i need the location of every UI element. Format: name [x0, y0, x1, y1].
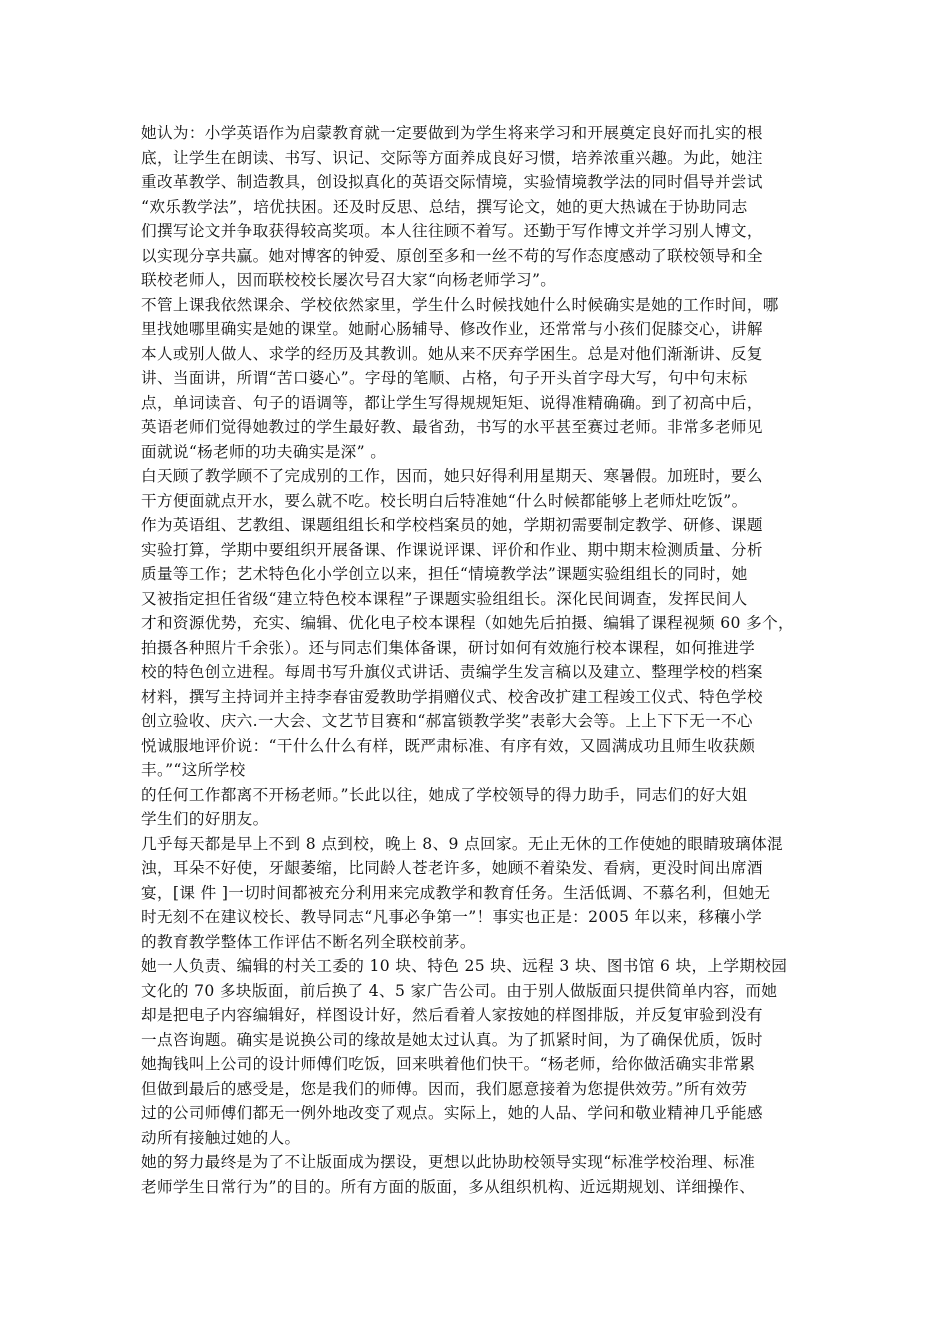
text-line: 不管上课我依然课余、学校依然家里，学生什么时候找她什么时候确实是她的工作时间，哪: [141, 295, 779, 314]
text-line: 她的努力最终是为了不让版面成为摆设，更想以此协助校领导实现“标准学校治理、标准: [141, 1153, 756, 1171]
paragraph: [141, 121, 817, 293]
text-line: 本人或别人做人、求学的经历及其教训。她从来不厌弃学困生。总是对他们渐渐讲、反复: [141, 344, 763, 363]
text-line: 宴，[课 件 ]一切时间都被充分利用来完成教学和教育任务。生活低调、不慕名利，但她无: [141, 883, 771, 902]
text-line: 学生们的好朋友。: [141, 810, 269, 828]
text-line: 以实现分享共赢。她对博客的钟爱、原创至多和一丝不苟的写作态度感动了联校领导和全: [141, 246, 763, 265]
text-line: 悦诚服地评价说：“干什么什么有样，既严肃标准、有序有效，又圆满成功且师生收获颇: [141, 736, 756, 755]
text-line: 点，单词读音、句子的语调等，都让学生写得规规矩矩、说得准精确确。到了初高中后，: [141, 393, 763, 412]
text-line: 动所有接触过她的人。: [141, 1128, 301, 1147]
text-line: 拍摄各种照片千余张）。还与同志们集体备课，研讨如何有效施行校本课程，如何推进学: [141, 638, 756, 657]
text-line: 重改革教学、制造教具，创设拟真化的英语交际情境，实验情境教学法的同时倡导并尝试: [141, 173, 763, 191]
text-line: 作为英语组、艺教组、课题组组长和学校档案员的她，学期初需要制定教学、研修、课题: [141, 516, 763, 534]
paragraph: [141, 513, 817, 832]
text-line: 丰。”“这所学校: [141, 761, 246, 779]
text-line: 白天顾了教学顾不了完成别的工作，因而，她只好得利用星期天、寒暑假。加班时，要么: [141, 467, 763, 485]
text-line: 创立验收、庆六.一大会、文艺节目赛和“郝富锁教学奖”表彰大会等。上上下下无一不心: [141, 712, 753, 730]
text-line: 的任何工作都离不开杨老师。”长此以往，她成了学校领导的得力助手，同志们的好大姐: [141, 785, 748, 804]
text-line: 浊，耳朵不好使，牙龈萎缩，比同龄人苍老许多，她顾不着染发、看病，更没时间出席酒: [141, 859, 763, 877]
text-line: 几乎每天都是早上不到 8 点到校，晚上 8、9 点回家。无止无休的工作使她的眼睛玻璃体混: [141, 834, 783, 853]
text-line: 底，让学生在朗读、书写、识记、交际等方面养成良好习惯，培养浓重兴趣。为此，她注: [141, 148, 763, 167]
text-line: 老师学生日常行为”的目的。所有方面的版面，多从组织机构、近远期规划、详细操作、: [141, 1177, 756, 1196]
text-line: 校的特色创立进程。每周书写升旗仪式讲话、责编学生发言稿以及建立、整理学校的档案: [141, 663, 763, 681]
text-line: 才和资源优势，充实、编辑、优化电子校本课程（如她先后拍摄、编辑了课程视频 60 多个，: [141, 614, 794, 632]
text-line: 联校老师人，因而联校校长屡次号召大家“向杨老师学习”。: [141, 271, 557, 289]
paragraph: [141, 293, 817, 465]
text-line: 又被指定担任省级“建立特色校本课程”子课题实验组组长。深化民间调查，发挥民间人: [141, 589, 748, 608]
text-line: 过的公司师傅们都无一例外地改变了观点。实际上，她的人品、学问和敬业精神几乎能感: [141, 1104, 763, 1122]
text-line: 质量等工作；艺术特色化小学创立以来，担任“情境教学法”课题实验组组长的同时，她: [141, 565, 748, 583]
text-line: 们撰写论文并争取获得较高奖项。本人往往顾不着写。还勤于写作博文并学习别人博文，: [141, 222, 763, 240]
text-line: 材料，撰写主持词并主持李春宙爱教助学捐赠仪式、校舍改扩建工程竣工仪式、特色学校: [141, 687, 763, 706]
text-line: 她掏钱叫上公司的设计师傅们吃饭，回来哄着他们快干。“杨老师，给你做活确实非常累: [141, 1055, 756, 1073]
text-line: 里找她哪里确实是她的课堂。她耐心肠辅导、修改作业，还常常与小孩们促膝交心，讲解: [141, 320, 763, 338]
text-line: 一点咨询题。确实是说换公司的缘故是她太过认真。为了抓紧时间，为了确保优质，饭时: [141, 1030, 763, 1049]
text-line: 文化的 70 多块版面，前后换了 4、5 家广告公司。由于别人做版面只提供简单内容，而她: [141, 981, 778, 1000]
text-line: 但做到最后的感受是，您是我们的师傅。因而，我们愿意接着为您提供效劳。”所有效劳: [141, 1079, 748, 1098]
text-line: “欢乐教学法”，培优扶困。还及时反思、总结，撰写论文，她的更大热诚在于协助同志: [141, 197, 748, 216]
paragraph: [141, 1150, 817, 1199]
paragraph: [141, 464, 817, 513]
text-line: 英语老师们觉得她教过的学生最好教、最省劲，书写的水平甚至赛过老师。非常多老师见: [141, 418, 763, 436]
text-line: 讲、当面讲，所谓“苦口婆心”。字母的笔顺、占格，句子开头首字母大写，句中句末标: [141, 369, 748, 387]
text-line: 她认为：小学英语作为启蒙教育就一定要做到为学生将来学习和开展奠定良好而扎实的根: [141, 124, 763, 142]
text-line: 的教育教学整体工作评估不断名列全联校前茅。: [141, 932, 476, 951]
document-body: [141, 121, 817, 1199]
text-line: 她一人负责、编辑的村关工委的 10 块、特色 25 块、远程 3 块、图书馆 6 块，上学期校园: [141, 957, 788, 975]
text-line: 时无刻不在建议校长、教导同志“凡事必争第一”！事实也正是：2005 年以来，移穰小学: [141, 908, 763, 926]
text-line: 实验打算，学期中要组织开展备课、作课说评课、评价和作业、期中期末检测质量、分析: [141, 540, 763, 559]
text-line: 干方便面就点开水，要么就不吃。校长明白后特准她“什么时候都能够上老师灶吃饭”。: [141, 491, 748, 510]
paragraph: [141, 832, 817, 955]
text-line: 却是把电子内容编辑好，样图设计好，然后看着人家按她的样图排版，并反复审验到没有: [141, 1006, 763, 1024]
paragraph: [141, 954, 817, 1150]
text-line: 面就说“杨老师的功夫确实是深” 。: [141, 442, 387, 461]
